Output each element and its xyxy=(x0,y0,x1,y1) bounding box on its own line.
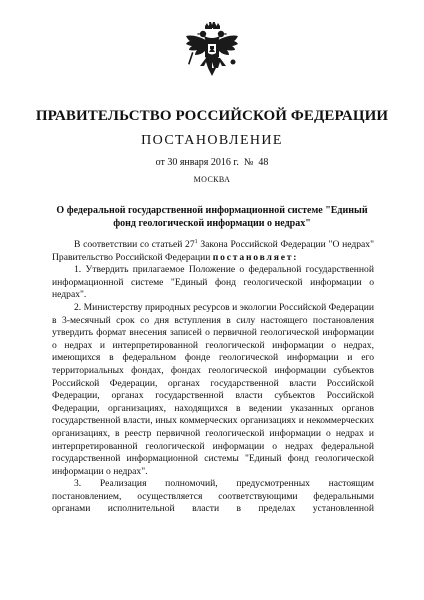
document-subject: О федеральной государственной информационной системе "Единый фонд геологической информации о недрах" xyxy=(56,205,368,229)
coat-of-arms-icon xyxy=(184,22,240,86)
intro-text-b: Закона Российской Федерации "О недрах" Правительство Российской Федерации xyxy=(52,239,374,263)
intro-paragraph xyxy=(52,239,374,264)
paragraph-3: 3. Реализация полномочий, предусмотренных настоящим постановлением, осуществляется соответствующими федеральными органами исполнительной власти в пределах установленной xyxy=(52,478,374,515)
government-title: ПРАВИТЕЛЬСТВО РОССИЙСКОЙ ФЕДЕРАЦИИ xyxy=(35,108,389,124)
document-date-number: от 30 января 2016 г. № 48 xyxy=(155,157,269,168)
document-body xyxy=(52,239,374,516)
paragraph-1: 1. Утвердить прилагаемое Положение о федеральной государственной информационной системе "Единый фонд геологической информации о недрах". xyxy=(52,264,374,301)
intro-text-a: В соответствии со статьей 27 xyxy=(74,239,195,250)
paragraph-2: 2. Министерству природных ресурсов и экологии Российской Федерации в 3-месячный срок со дня вступления в силу настоящего постановления утвердить формат внесения записей о первичной геологической информации о недрах и интерпретированной геологической информации о недрах, имеющихся в федеральном фонде геологической информации и его территориальных фондах, фондах геологической информации субъектов Российской Федерации, органах государственной власти Российской Федерации, органах государственной власти субъектов Российской Федерации, организациях, находящихся в ведении указанных органов государственной власти, иных коммерческих организациях и некоммерческих организациях, в реестр первичной геологической информации о недрах и интерпретированной геологической информации о недрах федеральной государственной информационной системы "Единый фонд геологической информации о недрах". xyxy=(52,301,374,477)
article-superscript: 1 xyxy=(194,239,198,245)
issue-city: МОСКВА xyxy=(193,175,231,184)
document-type: ПОСТАНОВЛЕНИЕ xyxy=(141,133,283,148)
decree-word: постановляет: xyxy=(212,251,299,263)
